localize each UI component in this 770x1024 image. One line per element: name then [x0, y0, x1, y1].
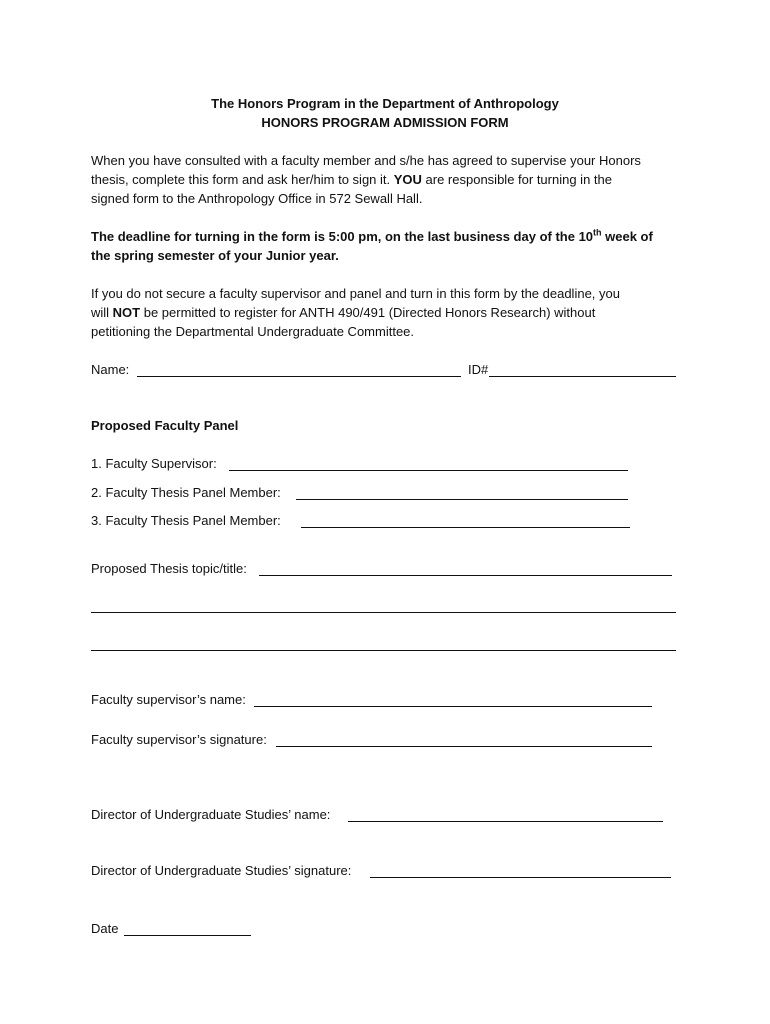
warning-text: will — [91, 305, 113, 320]
intro-line-3: signed form to the Anthropology Office in 572 Sewall Hall. — [91, 191, 423, 206]
dus-signature-field[interactable] — [370, 877, 671, 878]
warning-emphasis: NOT — [112, 305, 141, 320]
warning-line-1: If you do not secure a faculty supervisor and panel and turn in this form by the deadline, you — [91, 286, 620, 301]
deadline-text: The deadline for turning in the form is 5:00 pm, on the last business day of the 10 — [91, 229, 594, 244]
thesis-topic-label: Proposed Thesis topic/title: — [91, 561, 247, 576]
name-label: Name: — [91, 362, 130, 377]
name-field[interactable] — [137, 376, 461, 377]
faculty-supervisor-field[interactable] — [229, 470, 628, 471]
intro-line-1: When you have consulted with a faculty member and s/he has agreed to supervise your Honors — [91, 153, 641, 168]
panel-heading: Proposed Faculty Panel — [91, 418, 239, 433]
panel-member-1-field[interactable] — [296, 499, 628, 500]
deadline-line-1 — [91, 227, 691, 246]
intro-text-end: are responsible for turning in the — [421, 172, 612, 187]
dus-name-field[interactable] — [348, 821, 663, 822]
supervisor-name-field[interactable] — [254, 706, 652, 707]
date-field[interactable] — [124, 935, 251, 936]
supervisor-name-label: Faculty supervisor’s name: — [91, 692, 246, 707]
intro-text: thesis, complete this form and ask her/him to sign it. — [91, 172, 394, 187]
dus-name-label: Director of Undergraduate Studies’ name: — [91, 807, 331, 822]
panel-item-member1-label: 2. Faculty Thesis Panel Member: — [91, 485, 281, 500]
panel-item-member2-label: 3. Faculty Thesis Panel Member: — [91, 513, 281, 528]
thesis-topic-field[interactable] — [259, 575, 672, 576]
intro-emphasis: YOU — [393, 172, 422, 187]
intro-line-2 — [91, 170, 691, 189]
form-department-title: The Honors Program in the Department of Anthropology — [211, 96, 559, 111]
id-field[interactable] — [489, 376, 676, 377]
panel-item-supervisor-label: 1. Faculty Supervisor: — [91, 456, 217, 471]
deadline-line-2: the spring semester of your Junior year. — [91, 248, 339, 263]
id-label: ID# — [468, 362, 489, 377]
thesis-topic-field-line-2[interactable] — [91, 612, 676, 613]
deadline-text-end: week of — [601, 229, 653, 244]
form-title: HONORS PROGRAM ADMISSION FORM — [261, 115, 509, 130]
panel-member-2-field[interactable] — [301, 527, 630, 528]
warning-line-2 — [91, 303, 691, 322]
thesis-topic-field-line-3[interactable] — [91, 650, 676, 651]
warning-text-end: be permitted to register for ANTH 490/491 (Directed Honors Research) without — [140, 305, 596, 320]
warning-line-3: petitioning the Departmental Undergraduate Committee. — [91, 324, 415, 339]
dus-signature-label: Director of Undergraduate Studies’ signature: — [91, 863, 352, 878]
date-label: Date — [91, 921, 119, 936]
deadline-ordinal: th — [593, 227, 602, 238]
supervisor-signature-label: Faculty supervisor’s signature: — [91, 732, 267, 747]
supervisor-signature-field[interactable] — [276, 746, 652, 747]
